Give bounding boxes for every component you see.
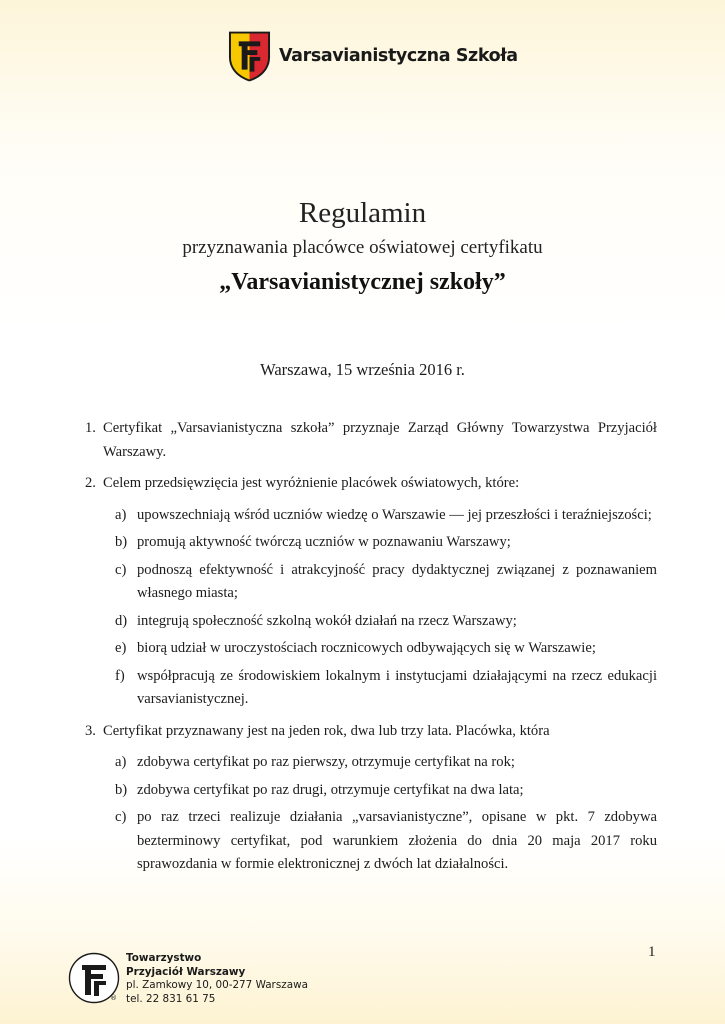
footer-contact: [126, 952, 308, 1006]
sub-item-2e: [115, 637, 657, 661]
sub-item-letter: a): [115, 506, 127, 523]
item-number: 2.: [85, 475, 96, 491]
sub-item-letter: e): [115, 640, 127, 656]
sub-item-letter: f): [115, 667, 125, 684]
sub-item-text: biorą udział w uroczystościach rocznicowych odbywających się w Warszawie;: [137, 640, 596, 656]
list-item-2: [85, 472, 657, 496]
sub-item-letter: b): [115, 781, 128, 798]
sub-item-text: zdobywa certyfikat po raz drugi, otrzymuje certyfikat na dwa lata;: [137, 781, 524, 798]
brand-name: Varsavianistyczna Szkoła: [279, 46, 518, 66]
sub-item-letter: a): [115, 754, 127, 770]
item-text: Certyfikat przyznawany jest na jeden rok, dwa lub trzy lata. Placówka, która: [103, 722, 550, 739]
item-number: 1.: [85, 420, 96, 436]
sub-item-text: upowszechniają wśród uczniów wiedzę o Warszawie — jej przeszłości i teraźniejszości;: [137, 506, 652, 523]
sub-item-letter: c): [115, 809, 127, 825]
regulation-content: [85, 417, 657, 877]
sub-item-letter: c): [115, 561, 127, 578]
registered-mark: ®: [110, 994, 117, 1002]
sub-item-text: podnoszą efektywność i atrakcyjność pracy dydaktycznej związanej z poznawaniem własnego miasta;: [137, 561, 657, 601]
sub-item-2f: [115, 665, 657, 712]
org-name-line1: Towarzystwo: [126, 952, 202, 964]
sub-item-text: zdobywa certyfikat po raz pierwszy, otrzymuje certyfikat na rok;: [137, 754, 515, 770]
org-phone: tel. 22 831 61 75: [126, 992, 216, 1005]
item-text: Certyfikat „Varsavianistyczna szkoła” przyznaje Zarząd Główny Towarzystwa Przyjaciół Warszawy.: [103, 420, 657, 460]
sub-item-2d: [115, 610, 657, 634]
document-date: Warszawa, 15 września 2016 r.: [260, 360, 465, 379]
item-text: Celem przedsięwzięcia jest wyróżnienie placówek oświatowych, które:: [103, 475, 520, 491]
list-item-1: [85, 417, 657, 464]
list-item-3: [85, 720, 657, 744]
header: [228, 30, 518, 82]
sub-item-3c: [115, 806, 657, 877]
org-name-line2: Przyjaciół Warszawy: [126, 965, 246, 978]
page-number: 1: [648, 944, 656, 960]
sub-item-3a: [115, 751, 657, 775]
footer: [68, 952, 308, 1006]
item-number: 3.: [85, 722, 96, 739]
sub-item-text: po raz trzeci realizuje działania „varsavianistyczne”, opisane w pkt. 7 zdobywa bezterminowy certyfikat, pod warunkiem złożenia do dnia 20 maja 2017 roku sprawozdania w formie elektronicznej z dwóch lat działalności.: [137, 809, 657, 872]
footer-logo-wrap: [68, 952, 120, 1006]
shield-logo-icon: [228, 30, 271, 82]
sub-item-letter: d): [115, 612, 128, 629]
sub-item-3b: [115, 779, 657, 803]
org-address: pl. Zamkowy 10, 00-277 Warszawa: [126, 979, 308, 992]
document-subtitle: przyznawania placówce oświatowej certyfikatu: [182, 236, 543, 258]
sub-item-letter: b): [115, 534, 128, 550]
sub-item-text: integrują społeczność szkolną wokół działań na rzecz Warszawy;: [137, 612, 517, 629]
certificate-name: „Varsavianistycznej szkoły”: [219, 268, 506, 295]
sub-item-2b: [115, 531, 657, 555]
sub-item-text: promują aktywność twórczą uczniów w poznawaniu Warszawy;: [137, 534, 511, 550]
document-title: Regulamin: [298, 197, 427, 229]
sub-item-2c: [115, 559, 657, 606]
sub-item-2a: [115, 504, 657, 528]
title-block: [0, 196, 725, 296]
sub-item-text: współpracują ze środowiskiem lokalnym i instytucjami działającymi na rzecz edukacji varsavianistycznej.: [137, 667, 657, 707]
